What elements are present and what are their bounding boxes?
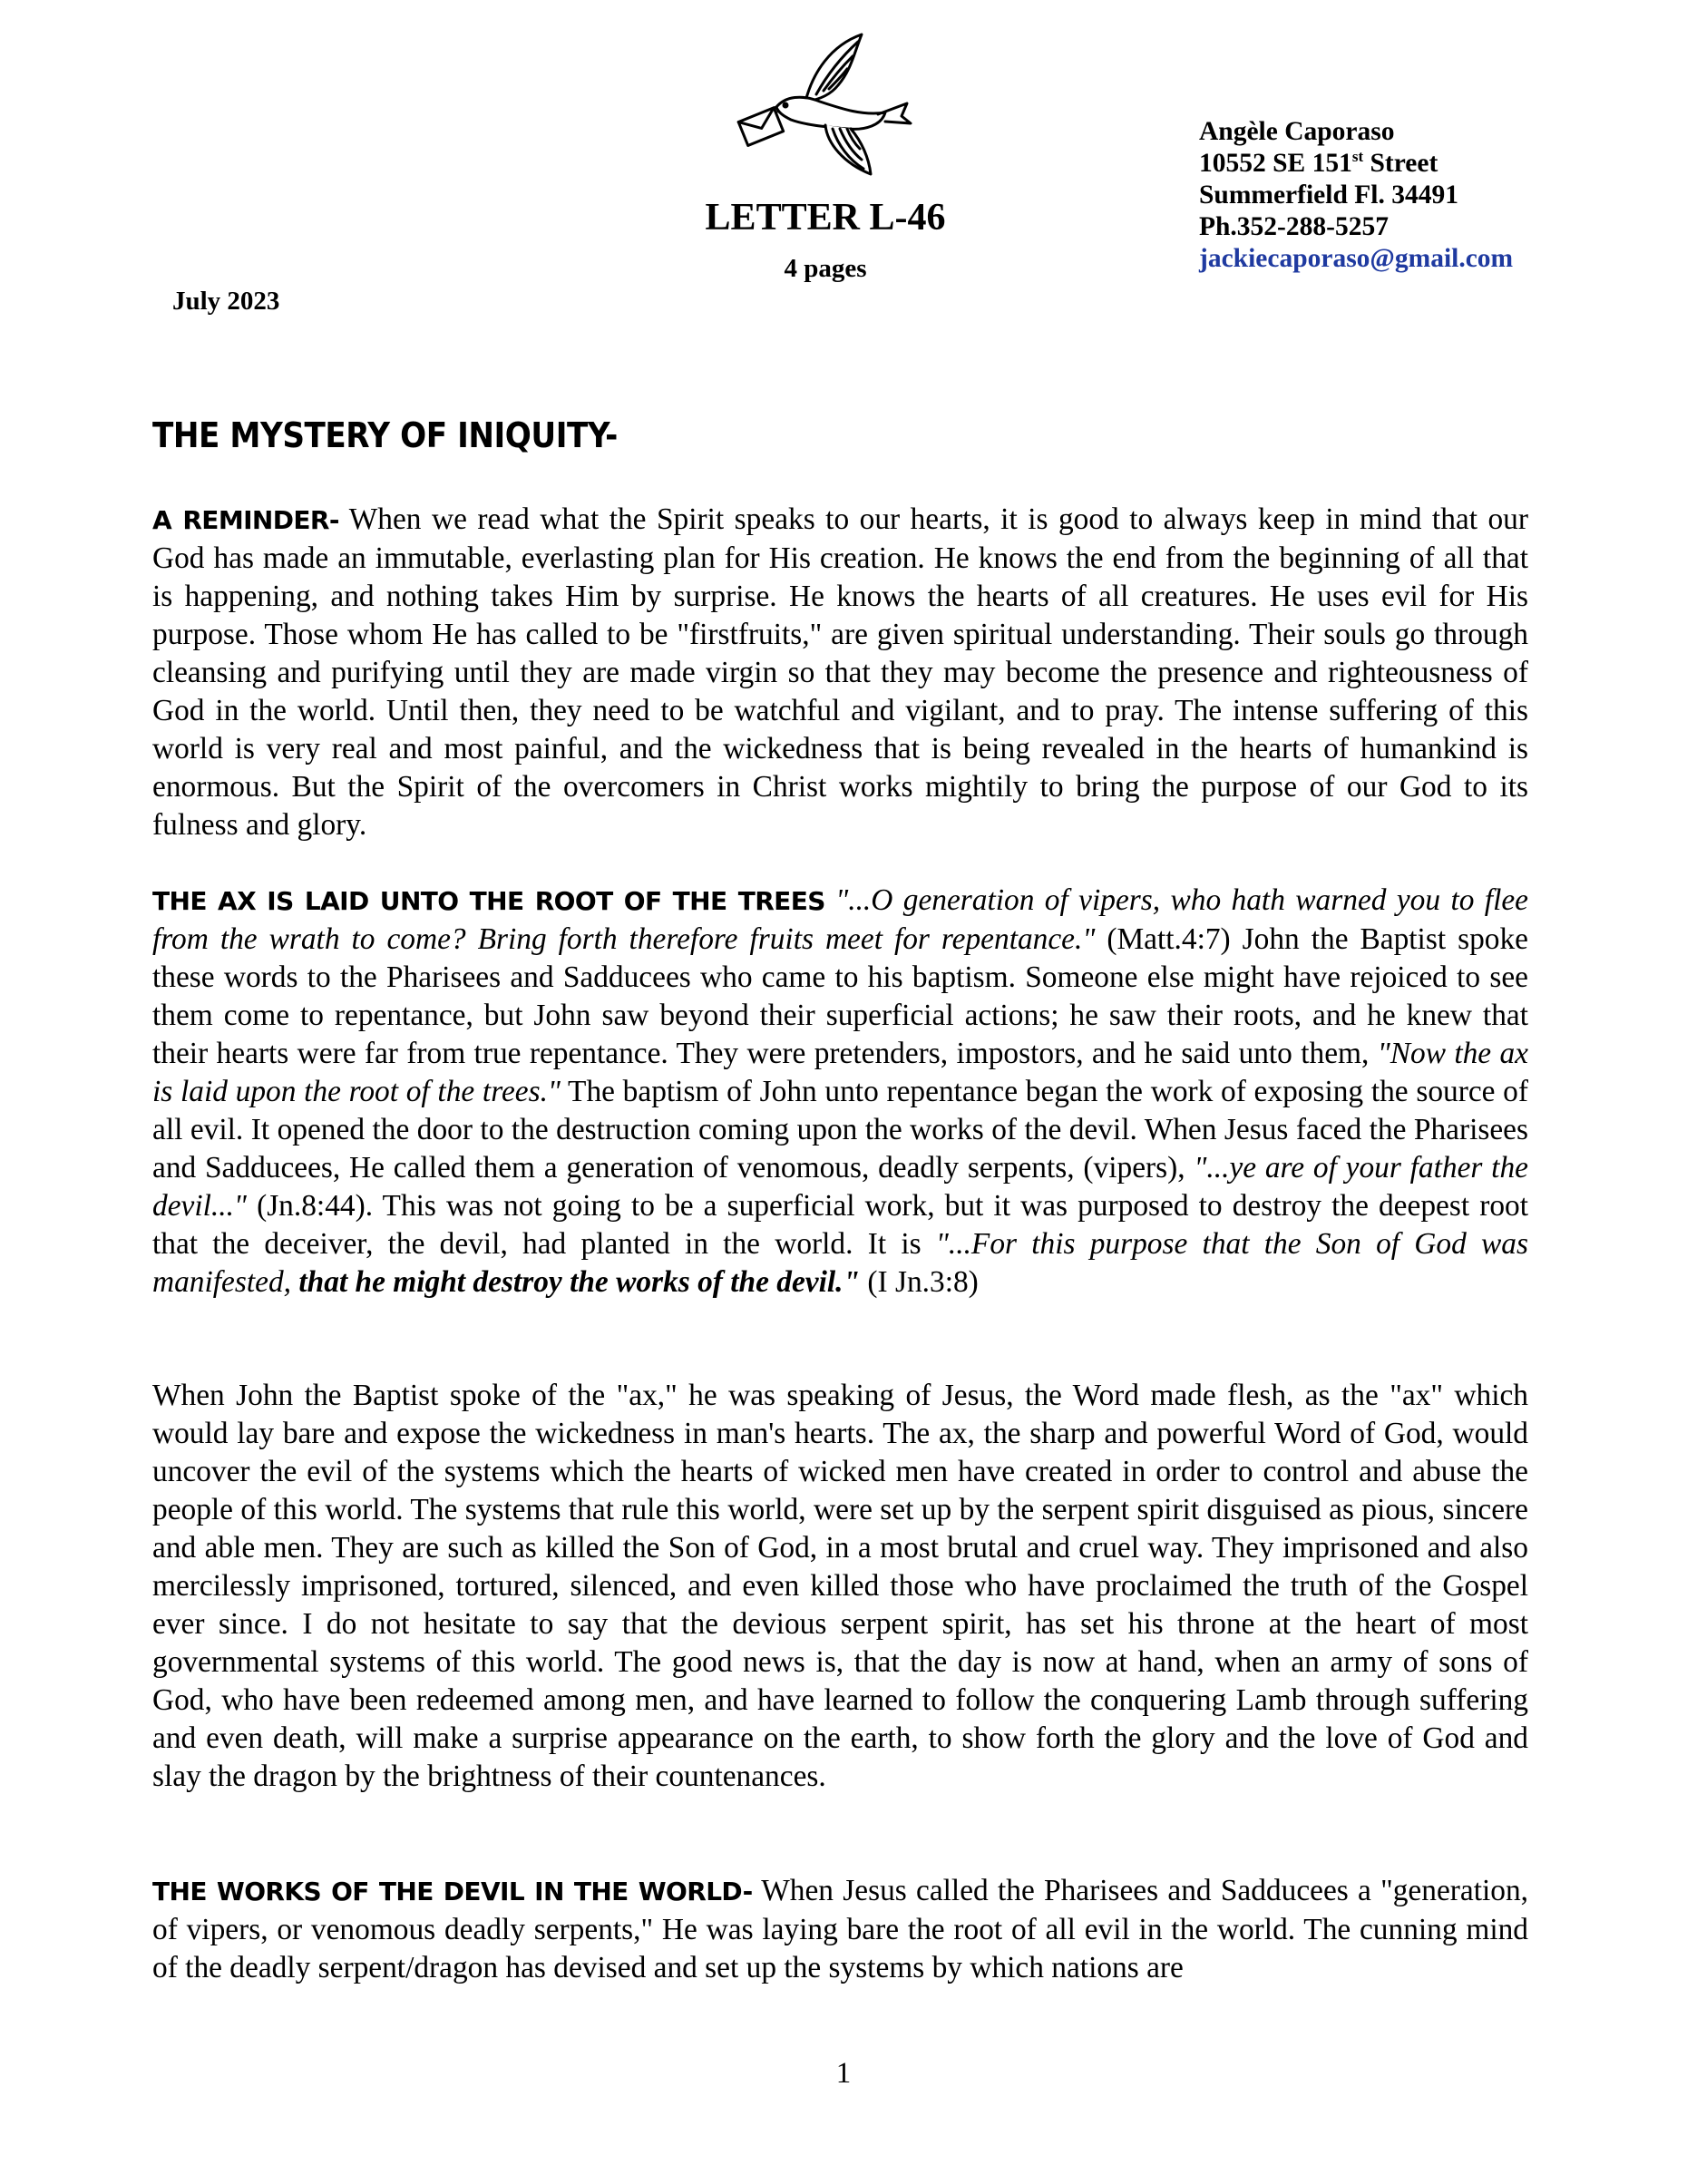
letter-title: LETTER L-46: [705, 197, 946, 239]
street-number: 10552 SE 151: [1199, 149, 1352, 178]
sender-city: Summerfield Fl. 34491: [1199, 180, 1458, 210]
letter-date: July 2023: [172, 287, 280, 316]
paragraph-john-baptist: [152, 1377, 1528, 1796]
sender-email-link[interactable]: jackiecaporaso@gmail.com: [1199, 244, 1514, 273]
page-count: 4 pages: [784, 254, 867, 283]
document-heading: THE MYSTERY OF INIQUITY-: [152, 415, 618, 455]
paragraph-text: (Jn.8:44). This was not going to be a superficial work, but it was purposed to destroy the deepest root that the deceiver, the devil, had planted in the world. It is: [152, 1189, 1528, 1261]
dove-carrying-letter-icon: [726, 25, 916, 193]
paragraph-text: (I Jn.3:8): [860, 1265, 979, 1299]
scripture-quote-bold: that he might destroy the works of the devil.": [298, 1265, 861, 1299]
street-name: Street: [1363, 149, 1438, 178]
sender-name: Angèle Caporaso: [1199, 117, 1395, 146]
scripture-quote: "...For this purpose that the Son of God was manifested,: [152, 1227, 1528, 1299]
section-lead-ax: THE AX IS LAID UNTO THE ROOT OF THE TREES: [152, 886, 825, 916]
page-number: 1: [835, 2057, 852, 2090]
sender-street: [1199, 148, 1513, 180]
section-lead-works: THE WORKS OF THE DEVIL IN THE WORLD-: [152, 1877, 753, 1906]
street-suffix: st: [1351, 148, 1364, 165]
paragraph-reminder: [152, 501, 1528, 844]
paragraph-text: When we read what the Spirit speaks to our hearts, it is good to always keep in mind that our God has made an immutable, everlasting plan for His creation. He knows the end from the beginning of all that is happening, and nothing takes Him by surprise. He knows the hearts of all creatures. He uses evil for His purpose. Those whom He has called to be "firstfruits," are given spiritual understanding. Their souls go through cleansing and purifying until they are made virgin so that they may become the presence and righteousness of God in the world. Until then, they need to be watchful and vigilant, and to pray. The intense suffering of this world is very real and most painful, and the wickedness that is being revealed in the hearts of humankind is enormous. But the Spirit of the overcomers in Christ works mightily to bring the purpose of our God to its fulness and glory.: [152, 502, 1528, 842]
paragraph-ax-laid: [152, 882, 1528, 1302]
paragraph-text: When Jesus called the Pharisees and Sadducees a "generation, of vipers, or venomous deadly serpents," He was laying bare the root of all evil in the world. The cunning mind of the deadly serpent/dragon has devised and set up the systems by which nations are: [152, 1874, 1528, 1984]
sender-address: [1199, 116, 1513, 275]
section-lead-reminder: A REMINDER-: [152, 505, 339, 535]
paragraph-text: When John the Baptist spoke of the "ax," he was speaking of Jesus, the Word made flesh, as the "ax" which would lay bare and expose the wickedness in man's hearts. The ax, the sharp and powerful Word of God, would uncover the evil of the systems which the hearts of wicked men have created in order to control and abuse the people of this world. The systems that rule this world, were set up by the serpent spirit disguised as pious, sincere and able men. They are such as killed the Son of God, in a most brutal and cruel way. They imprisoned and also mercilessly imprisoned, tortured, silenced, and even killed those who have proclaimed the truth of the Gospel ever since. I do not hesitate to say that the devious serpent spirit, has set his throne at the heart of most governmental systems of this world. The good news is, that the day is now at hand, when an army of sons of God, who have been redeemed among men, and have learned to follow the conquering Lamb through suffering and even death, will make a surprise appearance on the earth, to show forth the glory and the love of God and slay the dragon by the brightness of their countenances.: [152, 1379, 1528, 1793]
scripture-quote: "...ye are of your father the devil...": [152, 1151, 1528, 1223]
scripture-quote: "Now the ax is laid upon the root of the trees.": [152, 1037, 1528, 1108]
paragraph-text: The baptism of John unto repentance began the work of exposing the source of all evil. It opened the door to the destruction coming upon the works of the devil. When Jesus faced the Pharisees and Sadducees, He called them a generation of venomous, deadly serpents, (vipers),: [152, 1075, 1528, 1185]
sender-phone: Ph.352-288-5257: [1199, 212, 1389, 241]
paragraph-works-of-devil: [152, 1872, 1528, 1987]
scripture-quote: "...O generation of vipers, who hath warned you to flee from the wrath to come? Bring forth therefore fruits meet for repentance.": [152, 883, 1528, 956]
paragraph-text: (Matt.4:7) John the Baptist spoke these words to the Pharisees and Sadducees who came to his baptism. Someone else might have rejoiced to see them come to repentance, but John saw beyond their superficial actions; he saw their roots, and he knew that their hearts were far from true repentance. They were pretenders, impostors, and he said unto them,: [152, 922, 1528, 1070]
